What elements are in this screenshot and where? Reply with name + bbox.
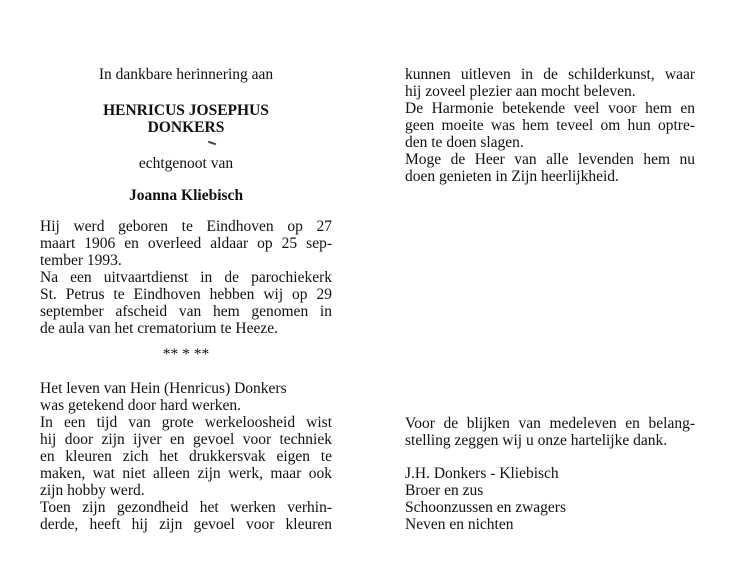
life-line: Het leven van Hein (Henricus) Donkers [40,380,287,397]
bio-line: Hij werd geboren te Eindhoven op 27 [40,218,332,235]
continued-line: geen moeite was hem teveel om hun optre- [405,117,695,134]
continued-line: De Harmonie betekende veel voor hem en [405,100,695,117]
family-line: J.H. Donkers - Kliebisch [405,465,559,482]
spouse-name: Joanna Kliebisch [128,187,244,204]
divider-asterisks: ** * ** [162,346,210,363]
life-line: In een tijd van grote werkeloosheid wist [40,414,332,431]
life-line: maken, wat niet alleen zijn werk, maar ook [40,465,332,482]
family-line: Neven en nichten [405,516,514,533]
deceased-name-line1: HENRICUS JOSEPHUS [103,102,269,119]
intro-text: In dankbare herinnering aan [98,66,274,83]
bio-line: St. Petrus te Eindhoven hebben wij op 29 [40,286,332,303]
bio-line: maart 1906 en overleed aldaar op 25 sep- [40,235,332,252]
continued-line: kunnen uitleven in de schilderkunst, waar [405,66,695,83]
bio-line: tember 1993. [40,252,122,269]
life-line: Toen zijn gezondheid het werken verhin- [40,499,332,516]
life-line: was getekend door hard werken. [40,397,241,414]
family-line: Schoonzussen en zwagers [405,499,566,516]
thanks-line: Voor de blijken van medeleven en belang- [405,415,695,432]
bio-line: de aula van het crematorium te Heeze. [40,320,278,337]
life-line: derde, heeft hij zijn gevoel voor kleuren [40,516,332,533]
bio-line: Na een uitvaartdienst in de parochiekerk [40,269,332,286]
deceased-name-line2: DONKERS [147,119,225,136]
spouse-of-text: echtgenoot van [138,155,234,172]
life-line: zijn hobby werd. [40,482,145,499]
bio-line: september afscheid van hem genomen in [40,303,332,320]
continued-line: Moge de Heer van alle levenden hem nu [405,151,695,168]
continued-line: doen genieten in Zijn heerlijkheid. [405,168,619,185]
life-line: en kleuren zich het drukkersvak eigen te [40,448,332,465]
thanks-line: stelling zeggen wij u onze hartelijke dank. [405,432,668,449]
life-line: hij door zijn ijver en gevoel voor techniek [40,431,332,448]
continued-line: hij zoveel plezier aan mocht beleven. [405,83,636,100]
continued-line: den te doen slagen. [405,134,524,151]
print-mark [208,141,216,146]
family-line: Broer en zus [405,482,484,499]
